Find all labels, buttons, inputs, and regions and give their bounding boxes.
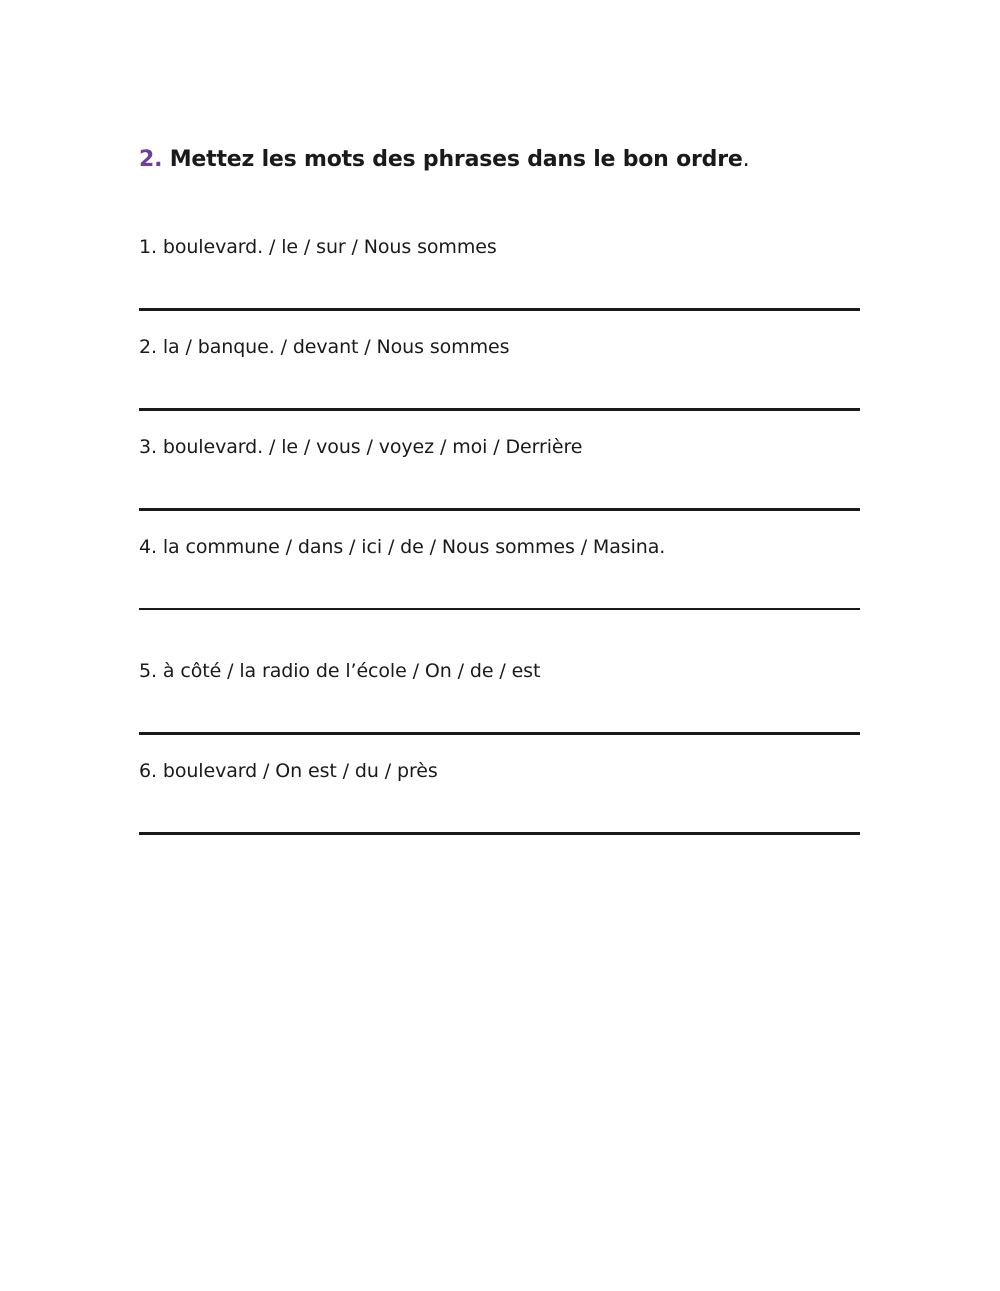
exercise-item-3 (139, 435, 860, 459)
item-prompt: 6. boulevard / On est / du / près (139, 760, 438, 782)
answer-line-4[interactable] (139, 608, 860, 610)
answer-line-2[interactable] (139, 408, 860, 411)
answer-line-3[interactable] (139, 508, 860, 511)
item-prompt: 5. à côté / la radio de l’école / On / de / est (139, 660, 541, 682)
item-prompt: 1. boulevard. / le / sur / Nous sommes (139, 236, 497, 258)
exercise-number: 2. (139, 147, 163, 172)
instruction-period: . (742, 147, 750, 172)
item-prompt: 2. la / banque. / devant / Nous sommes (139, 336, 510, 358)
exercise-item-6 (139, 759, 860, 783)
answer-line-5[interactable] (139, 732, 860, 735)
exercise-item-5 (139, 659, 860, 683)
exercise-item-4 (139, 535, 860, 559)
exercise-instruction: Mettez les mots des phrases dans le bon ordre (169, 147, 743, 172)
exercise-item-2 (139, 335, 860, 359)
answer-line-1[interactable] (139, 308, 860, 311)
item-prompt: 4. la commune / dans / ici / de / Nous sommes / Masina. (139, 536, 666, 558)
exercise-item-1 (139, 235, 860, 259)
answer-line-6[interactable] (139, 832, 860, 835)
exercise-heading (139, 147, 749, 172)
item-prompt: 3. boulevard. / le / vous / voyez / moi / Derrière (139, 436, 583, 458)
